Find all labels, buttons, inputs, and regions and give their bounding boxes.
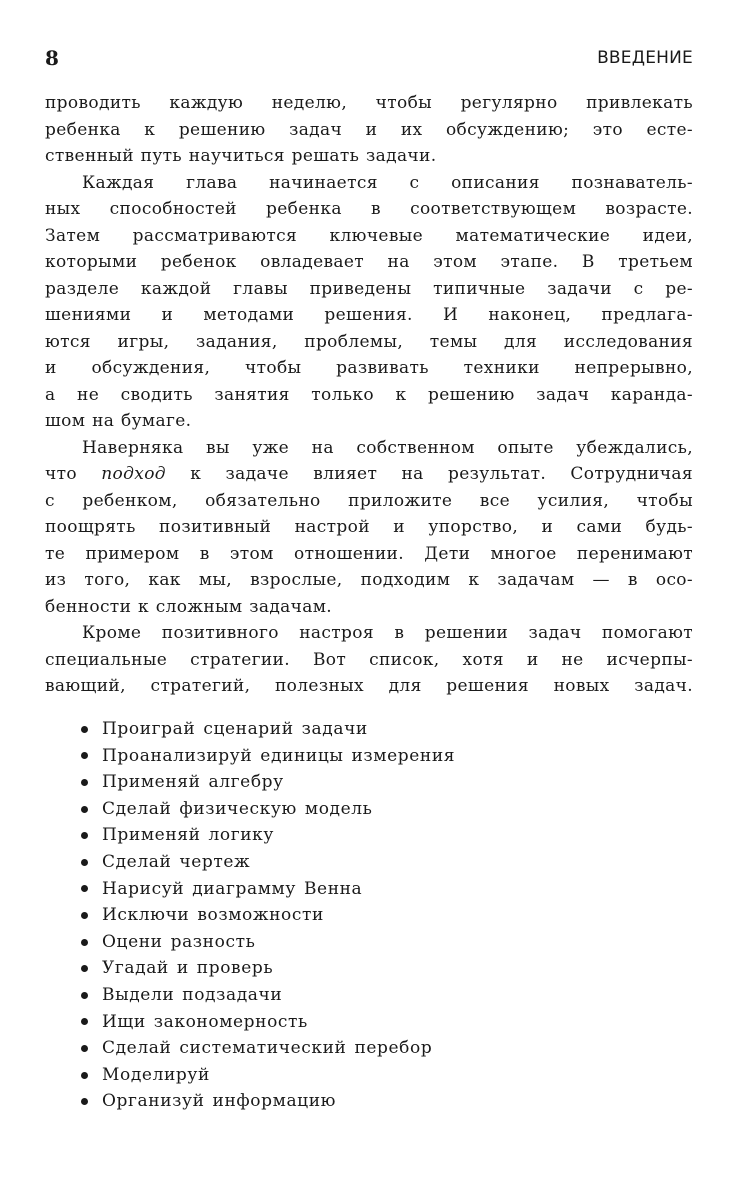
- text-fragment: что: [45, 464, 77, 484]
- list-item: [80, 796, 680, 823]
- list-item-label: Ищи закономерность: [102, 1011, 308, 1032]
- text-line: и обсуждения, чтобы развивать техники непрерывно,: [45, 358, 693, 378]
- text-line: Затем рассматриваются ключевые математические идеи,: [45, 225, 693, 246]
- list-item: [80, 982, 680, 1009]
- list-item: [80, 955, 680, 982]
- bullet-icon: [81, 885, 88, 892]
- text-line: те примером в этом отношении. Дети многое перенимают: [45, 543, 693, 564]
- text-line: вающий, стратегий, полезных для решения новых задач.: [45, 676, 693, 696]
- paragraph-4: [45, 620, 693, 700]
- text-line: которыми ребенок овладевает на этом этапе. В третьем: [45, 252, 693, 272]
- running-head: [45, 44, 693, 72]
- text-line: бенности к сложным задачам.: [45, 596, 333, 617]
- body-text: [45, 90, 693, 700]
- text-line: разделе каждой главы приведены типичные задачи с ре-: [45, 278, 693, 299]
- text-line: шениями и методами решения. И наконец, предлага-: [45, 305, 693, 325]
- list-item-label: Нарисуй диаграмму Венна: [102, 878, 363, 899]
- bullet-icon: [81, 992, 88, 999]
- bullet-icon: [81, 832, 88, 839]
- paragraph-2: [45, 170, 693, 435]
- list-item: [80, 902, 680, 929]
- bullet-icon: [81, 779, 88, 786]
- list-item-label: Оцени разность: [102, 931, 256, 952]
- text-line: специальные стратегии. Вот список, хотя и не исчерпы-: [45, 649, 693, 670]
- bullet-icon: [81, 912, 88, 919]
- bullet-icon: [81, 1072, 88, 1079]
- bullet-icon: [81, 806, 88, 813]
- text-fragment: к задаче влияет на результат. Сотрудничая: [190, 464, 693, 484]
- list-item: [80, 849, 680, 876]
- list-item-label: Проанализируй единицы измерения: [102, 745, 456, 766]
- list-item-label: Угадай и проверь: [102, 958, 274, 979]
- list-item: [80, 876, 680, 903]
- text-line: Каждая глава начинается с описания познаватель-: [82, 172, 693, 193]
- text-line: Наверняка вы уже на собственном опыте убеждались,: [82, 437, 693, 458]
- text-line: проводить каждую неделю, чтобы регулярно привлекать: [45, 93, 693, 113]
- text-line: поощрять позитивный настрой и упорство, и сами будь-: [45, 517, 693, 537]
- list-item-label: Сделай физическую модель: [102, 798, 373, 819]
- bullet-icon: [81, 965, 88, 972]
- list-item-label: Сделай чертеж: [102, 851, 251, 872]
- text-line: из того, как мы, взрослые, подходим к задачам — в осо-: [45, 570, 693, 590]
- text-line: ются игры, задания, проблемы, темы для исследования: [45, 331, 693, 352]
- bullet-icon: [81, 726, 88, 733]
- text-line: ственный путь научиться решать задачи.: [45, 146, 437, 166]
- bullet-icon: [81, 1045, 88, 1052]
- bullet-icon: [81, 859, 88, 866]
- bullet-icon: [81, 1018, 88, 1025]
- list-item-label: Применяй алгебру: [102, 772, 284, 793]
- text-line: а не сводить занятия только к решению задач каранда-: [45, 384, 693, 405]
- text-line-with-emphasis: [45, 461, 693, 488]
- bullet-icon: [81, 1098, 88, 1105]
- list-item-label: Применяй логику: [102, 825, 275, 846]
- list-item-label: Моделируй: [102, 1064, 210, 1085]
- text-line: ребенка к решению задач и их обсуждению; это есте-: [45, 119, 693, 140]
- strategy-list: [80, 716, 680, 1115]
- text-line: с ребенком, обязательно приложите все усилия, чтобы: [45, 490, 693, 511]
- list-item: [80, 716, 680, 743]
- section-title: ВВЕДЕНИЕ: [597, 48, 693, 68]
- list-item: [80, 769, 680, 796]
- text-line: ных способностей ребенка в соответствующем возрасте.: [45, 199, 693, 219]
- list-item: [80, 743, 680, 770]
- page-number: 8: [45, 46, 59, 70]
- bullet-icon: [81, 939, 88, 946]
- list-item: [80, 1088, 680, 1115]
- list-item: [80, 1035, 680, 1062]
- list-item: [80, 1009, 680, 1036]
- list-item-label: Организуй информацию: [102, 1091, 337, 1112]
- paragraph-1: [45, 90, 693, 170]
- list-item-label: Проиграй сценарий задачи: [102, 719, 368, 739]
- list-item-label: Исключи возможности: [102, 905, 324, 926]
- list-item-label: Сделай систематический перебор: [102, 1038, 433, 1059]
- text-line: шом на бумаге.: [45, 411, 192, 431]
- list-item: [80, 822, 680, 849]
- bullet-icon: [81, 752, 88, 759]
- list-item: [80, 1062, 680, 1089]
- emphasis-word: подход: [101, 464, 166, 484]
- list-item: [80, 929, 680, 956]
- list-item-label: Выдели подзадачи: [102, 984, 283, 1005]
- text-line: Кроме позитивного настроя в решении задач помогают: [82, 623, 693, 643]
- paragraph-3: [45, 435, 693, 621]
